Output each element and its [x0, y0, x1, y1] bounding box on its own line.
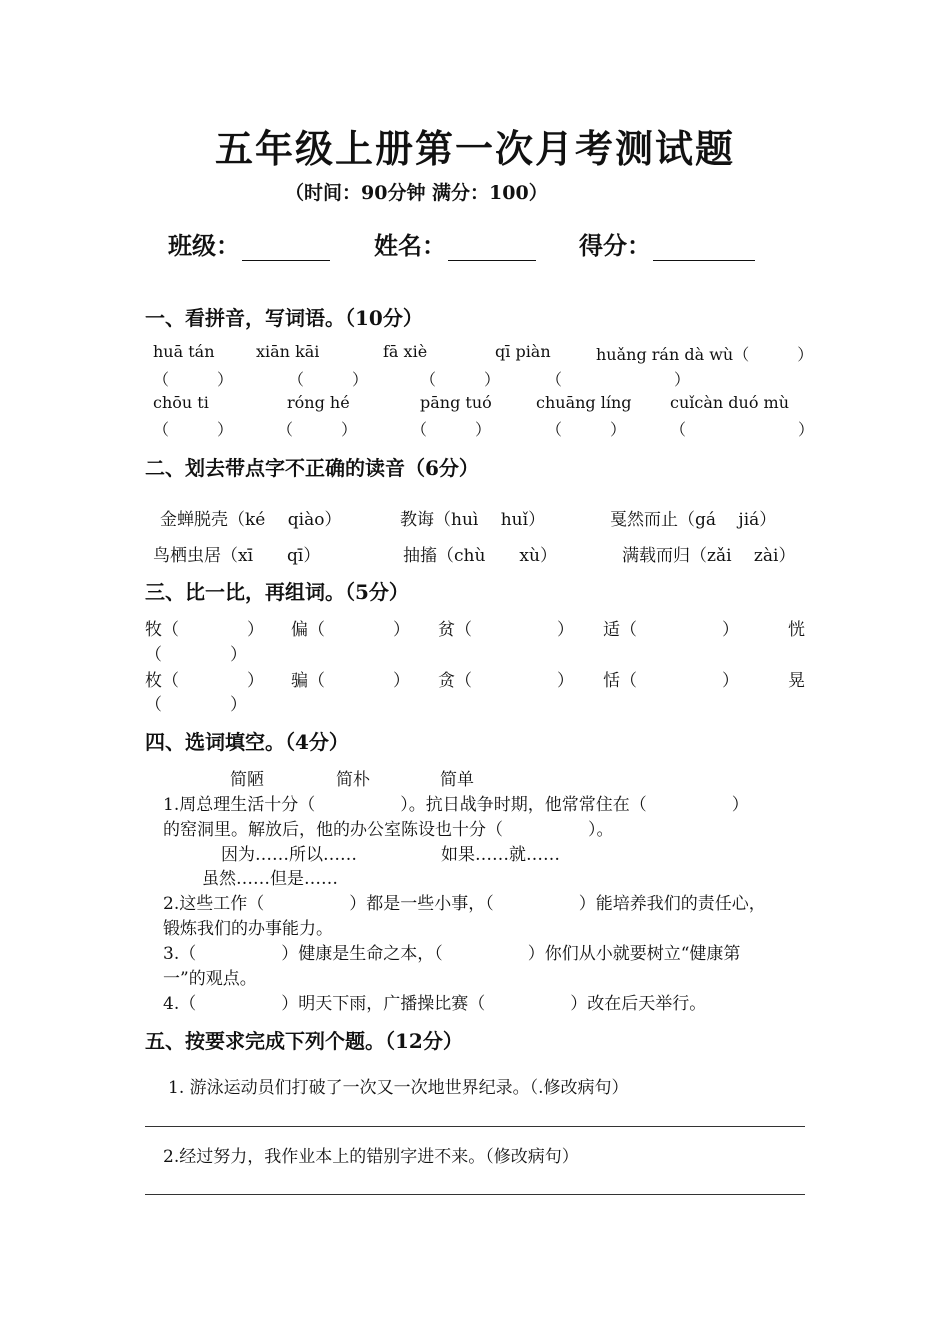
pinyin-item: chuāng líng	[536, 393, 632, 412]
section-3-heading: 三、比一比，再组词。（5分）	[145, 580, 409, 604]
compare-item[interactable]: 牧（ ）	[145, 620, 264, 640]
compare-item[interactable]: 适（ ）	[603, 620, 739, 640]
answer-blank[interactable]: （ ）	[411, 420, 492, 439]
compare-item: 晃	[788, 671, 805, 691]
pinyin-item: huǎng rán dà wù（ ）	[596, 345, 814, 364]
pinyin-item: chōu ti	[153, 393, 209, 412]
compare-item[interactable]: 贫（ ）	[438, 620, 574, 640]
pinyin-item: fā xiè	[383, 342, 428, 361]
score-field	[579, 226, 755, 261]
question-text: 2.经过努力，我作业本上的错别字进不来。（修改病句）	[163, 1147, 579, 1167]
score-blank[interactable]	[653, 234, 755, 261]
compare-item[interactable]: 贪（ ）	[438, 671, 574, 691]
answer-blank[interactable]: （ ）	[153, 370, 234, 389]
class-label: 班级：	[168, 231, 240, 260]
reading-item[interactable]: 戛然而止（gá jiá）	[610, 510, 777, 530]
question-text[interactable]: 3.（ ）健康是生命之本，（ ）你们从小就要树立“健康第	[163, 944, 741, 964]
word-option: 如果……就……	[441, 845, 560, 865]
answer-line[interactable]	[145, 1126, 805, 1127]
pinyin-item: róng hé	[287, 393, 350, 412]
answer-blank[interactable]: （ ）	[546, 420, 627, 439]
section-5-heading: 五、按要求完成下列个题。（12分）	[145, 1029, 463, 1053]
answer-blank[interactable]: （ ）	[288, 370, 369, 389]
question-text: 1. 游泳运动员们打破了一次又一次地世界纪录。（.修改病句）	[168, 1078, 629, 1098]
question-text[interactable]: 1.周总理生活十分（ ）。抗日战争时期，他常常住在（ ）	[163, 795, 749, 815]
compare-item[interactable]: 枚（ ）	[145, 671, 264, 691]
section-4-heading: 四、选词填空。（4分）	[145, 730, 349, 754]
pinyin-item: cuǐcàn duó mù	[670, 393, 790, 412]
answer-blank[interactable]: （ ）	[546, 370, 691, 389]
word-option: 简单	[440, 770, 474, 790]
page-title: 五年级上册第一次月考测试题	[214, 126, 735, 171]
name-label: 姓名：	[374, 231, 446, 260]
reading-item[interactable]: 教诲（huì huǐ）	[400, 510, 546, 530]
question-text: 锻炼我们的办事能力。	[163, 919, 333, 939]
pinyin-item: huā tán	[153, 342, 215, 361]
answer-blank[interactable]: （ ）	[153, 420, 234, 439]
class-blank[interactable]	[242, 234, 330, 261]
name-field	[374, 226, 536, 261]
pinyin-item: pāng tuó	[420, 393, 492, 412]
question-text[interactable]: 的窑洞里。解放后，他的办公室陈设也十分（ ）。	[163, 820, 614, 840]
answer-line[interactable]	[145, 1194, 805, 1195]
question-text[interactable]: 2.这些工作（ ）都是一些小事，（ ）能培养我们的责任心，	[163, 894, 766, 914]
answer-blank[interactable]: （ ）	[670, 420, 815, 439]
section-2-heading: 二、划去带点字不正确的读音（6分）	[145, 456, 479, 480]
answer-blank[interactable]: （ ）	[145, 645, 247, 665]
word-option: 因为……所以……	[221, 845, 357, 865]
reading-item[interactable]: 抽搐（chù xù）	[403, 546, 557, 566]
word-option: 简朴	[336, 770, 370, 790]
reading-item[interactable]: 金蝉脱壳（ké qiào）	[160, 510, 342, 530]
compare-item[interactable]: 偏（ ）	[291, 620, 410, 640]
section-1-heading: 一、看拼音，写词语。（10分）	[145, 306, 423, 330]
compare-item[interactable]: 骗（ ）	[291, 671, 410, 691]
name-blank[interactable]	[448, 234, 536, 261]
compare-item: 恍	[788, 620, 805, 640]
score-label: 得分：	[579, 231, 651, 260]
question-text[interactable]: 4.（ ）明天下雨，广播操比赛（ ）改在后天举行。	[163, 994, 707, 1014]
answer-blank[interactable]: （ ）	[277, 420, 358, 439]
class-field	[168, 226, 330, 261]
reading-item[interactable]: 满载而归（zǎi zài）	[622, 546, 796, 566]
answer-blank[interactable]: （ ）	[420, 370, 501, 389]
pinyin-item: xiān kāi	[256, 342, 320, 361]
exam-info: （时间：90分钟 满分：100）	[285, 182, 548, 204]
word-option: 虽然……但是……	[202, 869, 338, 889]
answer-blank[interactable]: （ ）	[145, 695, 247, 715]
word-option: 简陋	[230, 770, 264, 790]
pinyin-item: qī piàn	[495, 342, 551, 361]
compare-item[interactable]: 恬（ ）	[603, 671, 739, 691]
question-text: 一”的观点。	[163, 969, 257, 989]
reading-item[interactable]: 鸟栖虫居（xī qī）	[153, 546, 321, 566]
